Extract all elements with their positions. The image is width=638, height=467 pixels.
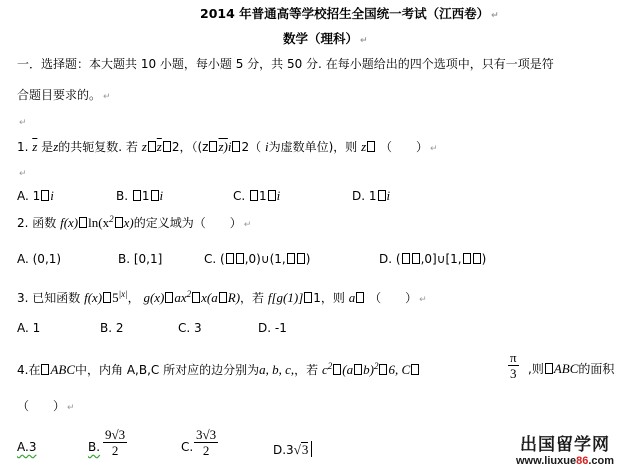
- fraction-numerator: 9√3: [105, 427, 126, 442]
- missing-glyph-box: [367, 141, 375, 152]
- missing-glyph-box: [297, 253, 305, 264]
- q3-ax: ax: [174, 290, 187, 305]
- answer-paren: （ ）: [379, 140, 428, 154]
- missing-glyph-box: [379, 364, 387, 375]
- choice-text: ,0)∪(1,: [244, 252, 286, 266]
- watermark-url-number: 86: [576, 455, 589, 467]
- watermark-url-part: .com: [588, 455, 615, 467]
- paragraph-mark: ↵: [430, 144, 438, 154]
- missing-glyph-box: [378, 190, 386, 201]
- missing-glyph-box: [354, 364, 362, 375]
- q2-choice-d: [379, 253, 486, 265]
- choice-text: ): [305, 252, 311, 266]
- z-conjugate: $\overline{z}$: [156, 139, 162, 154]
- q4-equation: (a: [342, 362, 354, 377]
- q1-choice-b: [116, 189, 163, 202]
- q3-choice-d: D. -1: [258, 321, 287, 335]
- q4-choice-a: A.3: [17, 440, 37, 454]
- paper-title-text: 2014 年普通高等学校招生全国统一考试（江西卷）: [200, 6, 490, 21]
- fraction-denominator: 3: [510, 366, 517, 381]
- var-i: i: [159, 188, 164, 203]
- q1-equation: 2（: [241, 140, 262, 154]
- q1-text: 是: [41, 140, 54, 154]
- watermark-title: 出国留学网: [520, 435, 610, 454]
- q2-choice-b: B. [0,1]: [118, 252, 163, 266]
- site-watermark-logo[interactable]: [500, 430, 630, 467]
- paragraph-mark: ↵: [243, 220, 252, 230]
- q1-choice-d: [352, 189, 390, 202]
- z-conjugate: $\overline{z}$: [32, 139, 38, 154]
- missing-glyph-box: [356, 292, 364, 303]
- var-i: i: [386, 188, 391, 203]
- q1-text: 为虚数单位)，则: [268, 140, 358, 154]
- fraction-denominator: 2: [111, 443, 119, 458]
- q3-text: ，若: [240, 291, 265, 305]
- paper-subtitle: [283, 33, 368, 46]
- q4-text: 的面积: [578, 362, 615, 376]
- fraction-numerator: π: [510, 350, 517, 365]
- var-z: z: [141, 139, 147, 154]
- z-conjugate: z): [218, 139, 228, 154]
- paper-title: [200, 8, 499, 21]
- var-c: c: [321, 362, 328, 377]
- q3-text: 1，则: [313, 291, 345, 305]
- q3-five: 5: [112, 290, 119, 305]
- q1-choice-a: [17, 189, 54, 202]
- choice-label: C.: [233, 189, 246, 203]
- missing-glyph-box: [41, 364, 49, 375]
- q4-text: ，若: [294, 363, 319, 377]
- q4-text: 中，内角 A,B,C 所对应的边分别为: [75, 363, 260, 377]
- function-g: g(x): [143, 290, 165, 305]
- q4-choice-b-fraction: [103, 427, 127, 459]
- missing-glyph-box: [232, 141, 240, 152]
- function-f: f(x): [84, 290, 103, 305]
- question-number: 2. 函数: [17, 216, 57, 230]
- missing-glyph-box: [103, 292, 111, 303]
- choice-text: ,0]∪[1,: [420, 252, 462, 266]
- var-z: z: [53, 139, 59, 154]
- q3-r: R): [227, 290, 241, 305]
- choice-value: 1: [141, 189, 150, 203]
- choice-label: B.: [116, 189, 129, 203]
- choice-text: D. (: [379, 252, 401, 266]
- q4-equation: b): [363, 362, 374, 377]
- choice-value: 1: [259, 189, 267, 203]
- choice-text: ): [481, 252, 487, 266]
- var-i: i: [50, 188, 54, 203]
- q4-fraction-pi-over-3: [508, 350, 519, 382]
- missing-glyph-box: [148, 141, 156, 152]
- exponent: 2: [327, 361, 333, 371]
- q4-choice-d: [273, 441, 312, 457]
- missing-glyph-box: [236, 253, 244, 264]
- q3-text: ，: [127, 291, 140, 305]
- q4-equation: 6, C: [388, 362, 411, 377]
- q1-text: 的共轭复数. 若: [58, 140, 138, 154]
- fraction-denominator: 2: [202, 443, 210, 458]
- missing-glyph-box: [412, 253, 420, 264]
- q1-choice-c: [233, 189, 280, 202]
- exponent: 2: [186, 289, 192, 299]
- q3-choice-c: C. 3: [178, 321, 202, 335]
- q4-text: ,则: [528, 362, 544, 376]
- triangle-abc: ABC: [553, 361, 579, 376]
- paragraph-mark: ↵: [491, 11, 499, 21]
- paragraph-mark: ↵: [360, 36, 368, 46]
- missing-glyph-box: [151, 190, 159, 201]
- q3-choice-b: B. 2: [100, 321, 124, 335]
- missing-glyph-box: [473, 253, 481, 264]
- missing-glyph-box: [250, 190, 258, 201]
- watermark-url-part: www.liuxue: [515, 455, 577, 467]
- missing-glyph-box: [402, 253, 410, 264]
- blank-line: [17, 115, 27, 128]
- var-i: i: [227, 139, 232, 154]
- choice-label: D.3: [273, 443, 294, 457]
- paragraph-mark: ↵: [19, 118, 27, 128]
- missing-glyph-box: [411, 364, 419, 375]
- missing-glyph-box: [333, 364, 341, 375]
- q4-choice-c-fraction: [194, 427, 218, 459]
- missing-glyph-box: [226, 253, 234, 264]
- q2-choice-a: A. (0,1): [17, 252, 62, 266]
- paragraph-mark: ↵: [419, 295, 427, 305]
- answer-paren: （ ）: [17, 399, 66, 413]
- sqrt-icon: √: [293, 442, 301, 457]
- missing-glyph-box: [545, 363, 553, 374]
- missing-glyph-box: [268, 190, 276, 201]
- question-3: [17, 290, 427, 305]
- question-2: [17, 215, 251, 230]
- blank-line: [17, 166, 27, 179]
- answer-paren: （ ）: [369, 291, 418, 305]
- choice-label: D. 1: [352, 189, 377, 203]
- function-f: f(x): [60, 215, 79, 230]
- missing-glyph-box: [463, 253, 471, 264]
- choice-label: A. 1: [17, 189, 41, 203]
- choice-text: C. (: [204, 252, 225, 266]
- q2-ln: x): [123, 215, 134, 230]
- question-number: 3. 已知函数: [17, 291, 81, 305]
- missing-glyph-box: [115, 217, 123, 228]
- missing-glyph-box: [287, 253, 295, 264]
- var-i: i: [276, 188, 281, 203]
- var-a: a: [348, 290, 356, 305]
- question-1: [17, 140, 438, 154]
- question-4-tail: [528, 362, 614, 375]
- missing-glyph-box: [79, 217, 87, 228]
- question-number: 4.在: [17, 363, 41, 377]
- q4-choice-b-label: B.: [88, 440, 101, 454]
- section-instructions-line2-text: 合题目要求的。: [17, 88, 102, 102]
- missing-glyph-box: [209, 141, 217, 152]
- q2-text: 的定义域为（ ）: [133, 216, 242, 230]
- q3-choice-a: A. 1: [17, 321, 41, 335]
- missing-glyph-box: [133, 190, 141, 201]
- missing-glyph-box: [41, 190, 49, 201]
- q4-answer-paren: [17, 400, 75, 413]
- missing-glyph-box: [165, 292, 173, 303]
- q3-fg: f[g(1)]: [267, 290, 304, 305]
- paragraph-mark: ↵: [67, 403, 75, 413]
- q2-choice-c: [204, 253, 310, 265]
- q4-choice-c-label: C.: [181, 440, 194, 454]
- radicand: 3: [301, 442, 309, 457]
- var-z: z: [361, 139, 367, 154]
- missing-glyph-box: [304, 292, 312, 303]
- watermark-url: [500, 455, 630, 467]
- missing-glyph-box: [163, 141, 171, 152]
- exponent: |x|: [118, 289, 128, 299]
- question-number: 1.: [17, 140, 29, 154]
- paragraph-mark: ↵: [103, 92, 111, 102]
- exponent: 2: [109, 214, 114, 224]
- section-instructions-line2: [17, 89, 111, 102]
- paper-subtitle-text: 数学（理科）: [283, 31, 359, 46]
- exponent: 2: [373, 361, 379, 371]
- section-instructions-line1: 一．选择题：本大题共 10 小题，每小题 5 分，共 50 分. 在每小题给出的四个选项中，只有一项是符: [17, 57, 554, 71]
- q3-xa: x(a: [201, 290, 218, 305]
- missing-glyph-box: [192, 292, 200, 303]
- q1-equation: 2，（(z: [171, 140, 209, 154]
- fraction-numerator: 3√3: [196, 427, 217, 442]
- text-cursor[interactable]: [311, 441, 312, 457]
- missing-glyph-box: [219, 292, 227, 303]
- q4-vars: a, b, c,: [259, 362, 295, 377]
- question-4: [17, 362, 420, 376]
- paragraph-mark: ↵: [19, 169, 27, 179]
- triangle-abc: ABC: [50, 362, 76, 377]
- q2-ln: ln(x: [88, 215, 110, 230]
- var-i: i: [264, 139, 269, 154]
